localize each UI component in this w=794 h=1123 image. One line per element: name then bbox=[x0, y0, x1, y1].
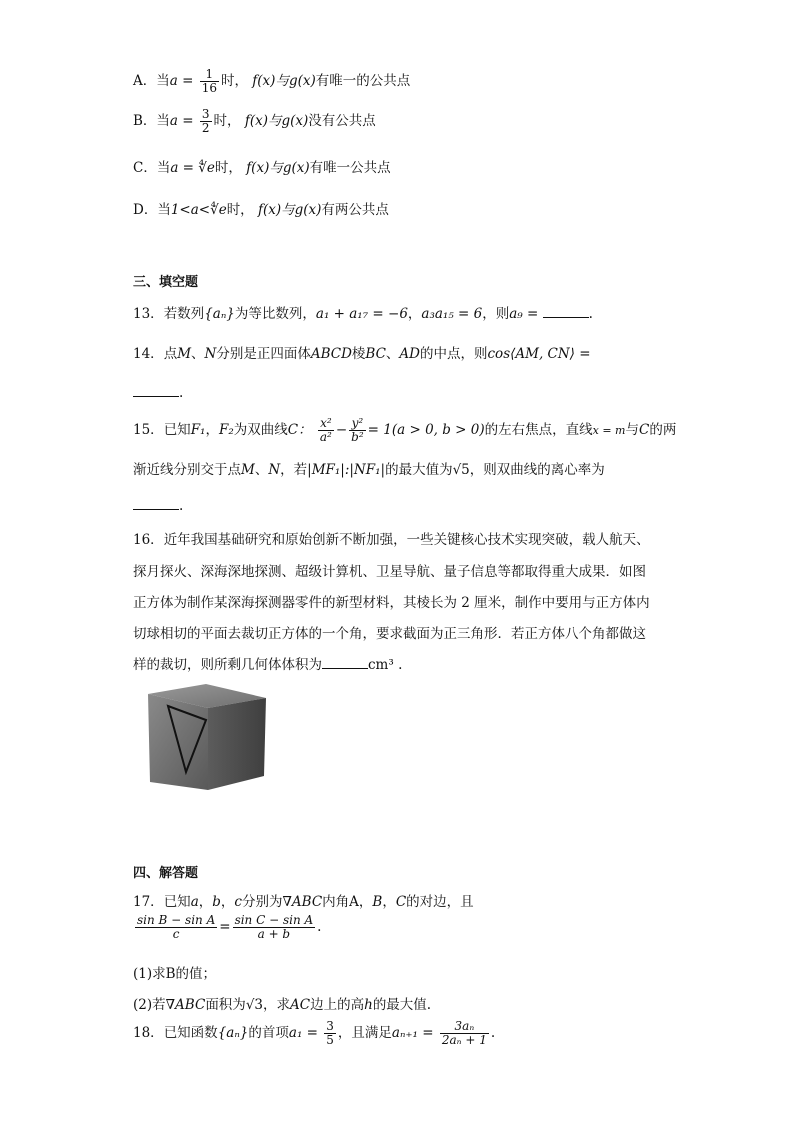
answer-blank[interactable] bbox=[322, 656, 368, 669]
answer-blank[interactable] bbox=[133, 497, 179, 510]
question-17-part2: (2)若∇ABC面积为√3，求AC边上的高h的最大值. bbox=[133, 997, 432, 1013]
question-16-line5: 样的裁切，则所剩几何体体积为 cm³ . bbox=[133, 657, 403, 673]
question-14-answer: . bbox=[133, 384, 183, 401]
option-a: A．当a = $\frac{1}{16}$ 时， f(x)与g(x)有唯一的公共点 bbox=[133, 67, 411, 95]
question-15-answer: . bbox=[133, 497, 183, 514]
question-15-line2: 渐近线分别交于点M、N，若|MF₁|:|NF₁|的最大值为√5，则双曲线的离心率为 bbox=[133, 462, 605, 478]
fraction: $\frac{1}{16}$ bbox=[201, 67, 217, 95]
question-13: 13．若数列{aₙ}为等比数列，a₁ + a₁₇ = −6，a₃a₁₅ = 6，则a₉ = . bbox=[133, 306, 593, 322]
question-16-line1: 16．近年我国基础研究和原始创新不断加强，一些关键核心技术实现突破，载人航天、 bbox=[133, 532, 650, 548]
question-18: 18．已知函数{aₙ}的首项a₁ = $\frac{3}{5}$ ，且满足aₙ₊₁ = $\frac{\text{3aₙ}}{\text{2aₙ + 1}}$ . bbox=[133, 1019, 496, 1047]
answer-blank[interactable] bbox=[543, 305, 589, 318]
section-title-solutions: 四、解答题 bbox=[133, 866, 199, 881]
option-d: D．当1<a<∜e时， f(x)与g(x)有两公共点 bbox=[133, 202, 389, 218]
question-16-line4: 切球相切的平面去裁切正方体的一个角，要求截面为正三角形．若正方体八个角都做这 bbox=[133, 626, 646, 642]
question-17-equation: $\frac{\text{sin B − sin A}}{c}$ = $\frac{\text{sin C − sin A}}{a + b}$ . bbox=[137, 913, 322, 941]
cube-side-face bbox=[208, 698, 266, 790]
section-title-fill-blank: 三、填空题 bbox=[133, 275, 199, 290]
question-16-line2: 探月探火、深海深地探测、超级计算机、卫星导航、量子信息等都取得重大成果．如图 bbox=[133, 564, 646, 580]
answer-blank[interactable] bbox=[133, 384, 179, 397]
cube-figure bbox=[146, 684, 268, 792]
question-14: 14．点M、N分别是正四面体ABCD棱BC、AD的中点，则cos⟨AM, CN⟩ = bbox=[133, 346, 591, 362]
option-c: C．当a = ∜e时， f(x)与g(x)有唯一公共点 bbox=[133, 160, 391, 176]
question-15-line1: 15．已知F₁，F₂为双曲线C： $\frac{\text{x²}}{\text{a²}}$ − $\frac{\text{y²}}{\text{b²}}$ = 1(a > 0, b > 0)的左右焦点，直线x = m与C的两 bbox=[133, 416, 677, 444]
fraction: $\frac{3}{2}$ bbox=[201, 107, 210, 135]
question-16-line3: 正方体为制作某深海探测器零件的新型材料，其棱长为 2 厘米，制作中要用与正方体内 bbox=[133, 595, 650, 611]
option-b: B．当a = $\frac{3}{2}$ 时， f(x)与g(x)没有公共点 bbox=[133, 107, 376, 135]
question-17-part1: (1)求B的值； bbox=[133, 966, 217, 982]
question-17-line1: 17．已知a，b，c分别为∇ABC内角A，B，C的对边，且 bbox=[133, 894, 474, 910]
